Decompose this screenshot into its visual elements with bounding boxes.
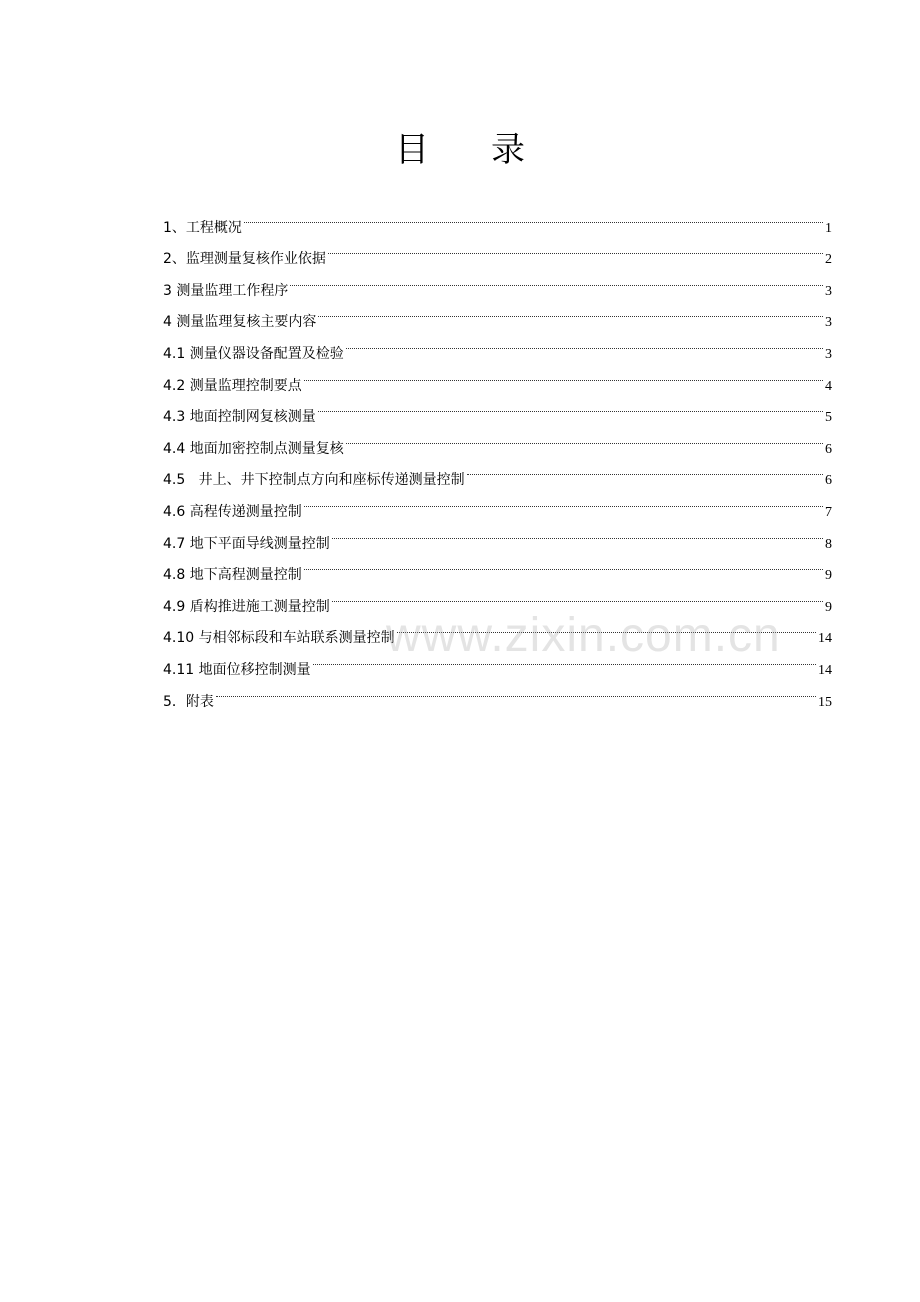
toc-entry-page: 7 xyxy=(825,504,832,520)
toc-entry-page: 15 xyxy=(818,694,832,710)
toc-entry-page: 14 xyxy=(818,662,832,678)
toc-entry-page: 2 xyxy=(825,252,832,268)
toc-dot-leader xyxy=(328,232,823,264)
page-title xyxy=(0,128,920,172)
toc-dot-leader xyxy=(467,453,823,485)
toc-entry-page: 4 xyxy=(825,378,832,394)
toc-entry-label: 4.4 地面加密控制点测量复核 xyxy=(163,440,344,457)
toc-entry-label: 2、监理测量复核作业依据 xyxy=(163,251,326,268)
toc-entry-label: 4.3 地面控制网复核测量 xyxy=(163,409,316,426)
toc-dot-leader xyxy=(304,548,823,580)
toc-entry[interactable] xyxy=(163,674,832,710)
toc-entry-label: 4.9 盾构推进施工测量控制 xyxy=(163,598,330,615)
toc-entry-label: 4.1 测量仪器设备配置及检验 xyxy=(163,345,344,362)
toc-entry-label: 4.7 地下平面导线测量控制 xyxy=(163,535,330,552)
toc-dot-leader xyxy=(397,611,816,643)
toc-entry-page: 14 xyxy=(818,631,832,647)
toc-entry-label: 4.8 地下高程测量控制 xyxy=(163,567,302,584)
toc-entry-label: 4.6 高程传递测量控制 xyxy=(163,503,302,520)
toc-entry-label: 4.11 地面位移控制测量 xyxy=(163,661,311,678)
watermark: www.zixin.com.cn xyxy=(386,609,781,662)
toc-dot-leader xyxy=(313,642,816,674)
toc-entry-label: 4.10 与相邻标段和车站联系测量控制 xyxy=(163,630,395,647)
toc-dot-leader xyxy=(216,674,816,706)
toc-entry-page: 9 xyxy=(825,568,832,584)
toc-dot-leader xyxy=(290,263,823,295)
toc-dot-leader xyxy=(318,390,823,422)
toc-entry[interactable] xyxy=(163,232,832,268)
toc-dot-leader xyxy=(318,295,823,327)
table-of-contents xyxy=(163,200,832,710)
toc-entry-label: 4.5 井上、井下控制点方向和座标传递测量控制 xyxy=(163,472,465,489)
toc-entry-label: 4 测量监理复核主要内容 xyxy=(163,314,317,331)
title-char-2: 录 xyxy=(491,130,525,170)
toc-entry-page: 6 xyxy=(825,441,832,457)
toc-entry-page: 1 xyxy=(825,220,832,236)
toc-entry-label: 4.2 测量监理控制要点 xyxy=(163,377,302,394)
toc-entry-label: 5．附表 xyxy=(163,693,214,710)
toc-dot-leader xyxy=(346,421,823,453)
toc-dot-leader xyxy=(332,579,823,611)
toc-entry-label: 3 测量监理工作程序 xyxy=(163,282,289,299)
title-char-1: 目 xyxy=(395,130,429,170)
toc-entry-page: 3 xyxy=(825,315,832,331)
toc-entry[interactable] xyxy=(163,200,832,236)
toc-entry-page: 9 xyxy=(825,599,832,615)
toc-entry-page: 8 xyxy=(825,536,832,552)
toc-dot-leader xyxy=(304,484,823,516)
toc-dot-leader xyxy=(304,358,823,390)
toc-dot-leader xyxy=(244,200,823,232)
toc-dot-leader xyxy=(332,516,823,548)
toc-entry-page: 3 xyxy=(825,346,832,362)
toc-entry-page: 5 xyxy=(825,410,832,426)
toc-dot-leader xyxy=(346,326,823,358)
toc-entry-page: 6 xyxy=(825,473,832,489)
toc-entry-label: 1、工程概况 xyxy=(163,219,242,236)
toc-entry-page: 3 xyxy=(825,283,832,299)
